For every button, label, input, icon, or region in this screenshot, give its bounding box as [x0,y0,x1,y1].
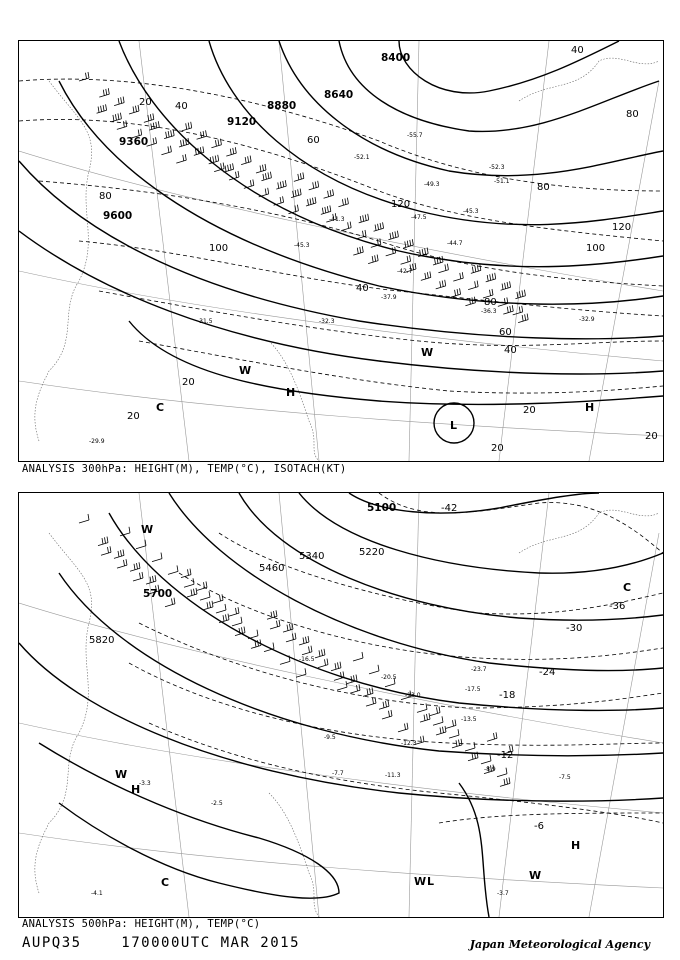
chart-identifier [22,935,300,951]
isotach-label: 40 [571,45,584,56]
station-value: -52.3 [489,164,505,171]
isotach-label: 40 [175,101,188,112]
wind-barb [197,581,207,590]
wind-barb [486,273,496,282]
height-labels [89,502,396,646]
wind-barb [211,139,221,148]
wind-barb [446,719,456,728]
height-label: 9120 [227,116,257,128]
wind-barb [451,288,461,297]
isotach-label: 20 [523,405,536,416]
wind-barb [309,181,319,190]
isotach-lines [19,79,663,393]
wind-barb [97,104,107,113]
wind-barb [229,171,239,180]
wind-barb [315,649,325,658]
isotach-label: 20 [139,97,152,108]
wind-barbs [79,72,528,323]
height-label: 5700 [143,588,173,600]
height-label: 5820 [89,635,115,646]
wind-barb [130,562,140,571]
station-value: -42.7 [397,268,413,275]
station-value: -31.5 [197,318,213,325]
wind-barb [114,549,124,558]
map-300hpa [19,41,663,461]
wind-barb [232,617,242,626]
chart-panel-500hpa [18,492,664,918]
wind-barb [359,214,369,223]
wind-barb [302,646,312,655]
wind-barb [421,271,431,280]
wind-barb [187,588,197,597]
station-value: -16.5 [299,656,315,663]
chart-panel-300hpa [18,40,664,462]
caption-500hpa: ANALYSIS 500hPa: HEIGHT(M), TEMP(°C) [22,918,261,930]
temp-label: -24 [539,667,556,678]
station-value: -36.3 [481,308,497,315]
temp-label: -12 [497,750,514,761]
wind-barb [338,198,348,207]
wind-barb [481,755,491,764]
wind-barb [318,659,328,668]
wind-barb [98,537,108,546]
warm-symbol: W [141,523,154,536]
wind-barb [294,172,304,181]
wind-barb [306,197,316,206]
cold-symbol: C [156,401,165,414]
wind-barb [337,681,347,690]
cold-symbol: C [161,876,170,889]
warm-symbol: W [115,768,128,781]
station-value: -13.0 [405,692,421,699]
wind-barb [197,130,207,139]
isotach-label: 80 [484,297,497,308]
isotach-label: 40 [504,345,517,356]
wind-barb [146,575,156,584]
height-label: 8640 [324,89,354,101]
station-value: -45.3 [294,242,310,249]
wind-barb [209,155,219,164]
wind-barb [117,559,127,568]
pressure-symbols [115,523,631,889]
wind-barb [276,180,286,189]
station-value: -12.3 [401,740,417,747]
wind-barb [513,306,523,315]
station-value: -3.7 [497,890,509,897]
wind-barb [449,729,459,738]
wind-barb [388,231,398,240]
height-labels [103,52,410,222]
station-value: -7.5 [559,774,571,781]
height-label: 5220 [359,547,385,558]
station-value: -37.9 [381,294,397,301]
high-symbol: H [286,386,296,399]
chart-code: AUPQ35 [22,935,82,951]
wind-barb [144,113,154,122]
wind-barb [114,97,124,106]
station-value: -20.5 [381,674,397,681]
wind-barb [518,314,528,323]
wind-barb [111,113,121,122]
wind-barb [468,281,478,290]
station-value: -9.5 [324,734,336,741]
station-value: -13.5 [461,716,477,723]
station-value: -8.9 [484,766,496,773]
wind-barb [379,700,389,709]
isotach-label: 60 [499,327,512,338]
wind-barb [420,713,430,722]
wind-barb [471,264,481,273]
wind-barb [241,156,251,165]
station-value: -23.7 [471,666,487,673]
isotach-label: 100 [586,243,606,254]
station-value: -41.3 [329,216,345,223]
wind-barb [216,604,226,613]
wind-barb [438,264,448,273]
caption-300hpa: ANALYSIS 300hPa: HEIGHT(M), TEMP(°C), ISOTACH(KT) [22,463,347,475]
station-value: -7.7 [332,770,344,777]
height-label: 8880 [267,100,297,112]
station-value: -11.3 [385,772,401,779]
isotach-label: 120 [391,199,411,210]
wind-barb [176,154,186,163]
warm-symbol: W [239,364,252,377]
wind-barb [353,246,363,255]
coastline [35,510,659,917]
isotach-labels [99,45,658,454]
station-value: -47.5 [411,214,427,221]
wind-barb [487,732,497,741]
agency-name: Japan Meteorological Agency [469,938,650,951]
wind-barb [353,652,363,661]
station-value: -51.1 [494,178,510,185]
high-symbol: H [571,839,581,852]
height-label: 9600 [103,210,133,222]
wind-barb [261,172,271,181]
wind-barb [374,222,384,231]
wind-barb [179,138,189,147]
wind-barb [436,726,446,735]
wind-barb [331,662,341,671]
wind-barb [286,633,296,642]
wind-barb [465,742,475,751]
cold-symbol: C [623,581,632,594]
wind-barb [152,553,162,562]
height-label: 8400 [381,52,411,64]
wind-barb [129,105,139,114]
wind-barb [382,710,392,719]
wind-barb [181,569,191,578]
wind-barb [226,147,236,156]
map-500hpa [19,493,663,917]
isotach-label: 80 [537,182,550,193]
isotach-label: 80 [99,191,112,202]
isotach-label: 20 [645,431,658,442]
wind-barb [99,88,109,97]
isotach-label: 40 [356,283,369,294]
wind-barb [369,665,379,674]
wind-barb [79,514,89,523]
grid-lines [19,493,663,917]
high-symbol: H [131,783,141,796]
wind-barb [120,527,130,536]
wind-barb [503,305,513,314]
station-value: -2.5 [211,800,223,807]
temp-label: -18 [499,690,516,701]
wind-barb [501,281,511,290]
wind-barb [182,122,192,131]
wind-barb [149,121,159,130]
wind-barb [436,280,446,289]
temp-label: -42 [441,503,458,514]
high-symbol: H [585,401,595,414]
height-label: 9360 [119,136,149,148]
height-label: 5340 [299,551,325,562]
coastline [35,58,659,461]
wind-barb [229,607,239,616]
station-value: -17.5 [465,686,481,693]
wind-barb [433,716,443,725]
isotach-label: 80 [626,109,639,120]
wind-barb [168,565,178,574]
temp-label: -30 [566,623,583,634]
wind-barb [453,272,463,281]
height-contours [19,493,663,917]
station-value: -44.7 [447,240,463,247]
wind-barb [515,290,525,299]
wind-barb [299,636,309,645]
isotach-label: 20 [491,443,504,454]
warm-symbol: W [529,869,542,882]
height-label: 5100 [367,502,397,514]
wind-barb [403,239,413,248]
wind-barb [224,163,234,172]
valid-time: 170000UTC MAR 2015 [121,935,301,951]
wind-barb [184,578,194,587]
wind-barb [366,697,376,706]
wind-barb [256,164,266,173]
wind-barb [321,205,331,214]
station-value: -32.3 [319,318,335,325]
station-value: -32.9 [579,316,595,323]
wind-barb [203,601,213,610]
wind-barb [101,546,111,555]
wind-barb [270,620,280,629]
wind-barb [398,723,408,732]
wind-barb [79,72,89,81]
station-value: -4.1 [91,890,103,897]
warm-symbol: W [414,875,427,888]
temp-label: -6 [534,821,544,832]
station-value: -45.3 [463,208,479,215]
station-value: -49.3 [424,181,440,188]
wind-barb [368,255,378,264]
height-contours [19,41,663,443]
isotach-label: 20 [182,377,195,388]
low-symbol: L [427,875,435,888]
wind-barb [200,591,210,600]
wind-barb [497,768,507,777]
height-label: 5460 [259,563,285,574]
wind-barb [291,189,301,198]
wind-barb [401,255,411,264]
wind-barb [117,120,127,129]
wind-barb [161,146,171,155]
station-value: -29.9 [89,438,105,445]
warm-symbol: W [421,346,434,359]
temp-label: -36 [609,601,626,612]
isotach-label: 20 [127,411,140,422]
wind-barb [213,594,223,603]
wind-barb [133,572,143,581]
wind-barb [465,297,475,306]
isotach-label: 100 [209,243,229,254]
station-value: -3.3 [139,780,151,787]
wind-barb [430,707,440,716]
low-symbol: L [450,419,458,432]
wind-barb [500,777,510,786]
station-value: -55.7 [407,132,423,139]
isotach-label: 60 [307,135,320,146]
wind-barb [164,130,174,139]
station-value: -52.1 [354,154,370,161]
wind-barbs [79,514,516,786]
isotach-label: 120 [612,222,632,233]
wind-barb [324,189,334,198]
